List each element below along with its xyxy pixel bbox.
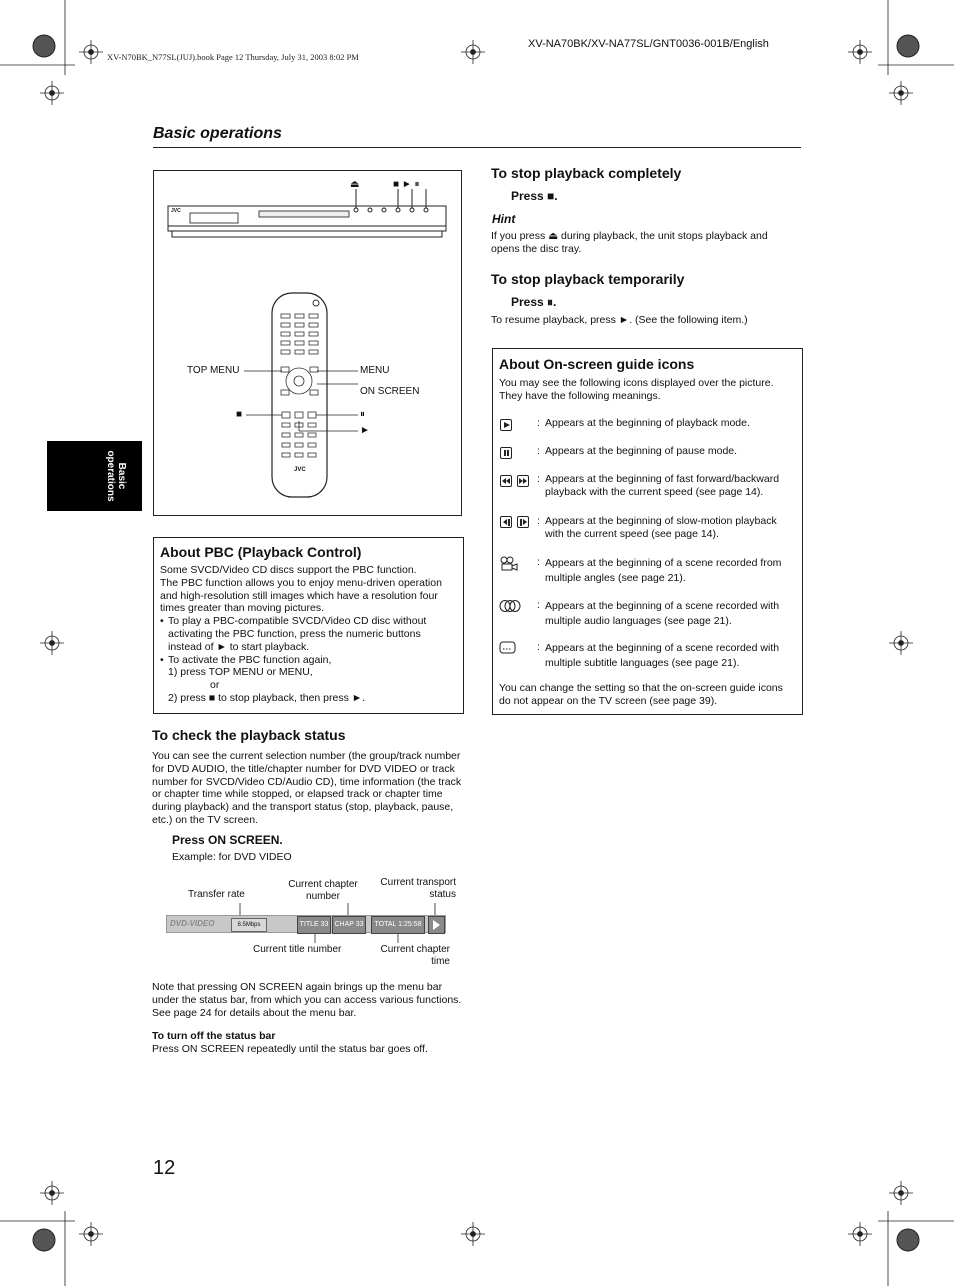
status-chapter-time: TOTAL 1:25:58 <box>371 916 425 934</box>
registration-crosshair <box>40 81 64 105</box>
play-icon <box>500 419 512 431</box>
icon-description: Appears at the beginning of a scene recorded with multiple audio languages (see page 21). <box>545 600 780 627</box>
label-current-title-number: Current title number <box>253 944 342 955</box>
registration-crosshair <box>889 81 913 105</box>
icon-description: Appears at the beginning of a scene recorded from multiple angles (see page 21). <box>545 557 782 584</box>
registration-crosshair <box>40 1181 64 1205</box>
stop-temp-body: To resume playback, press ►. (See the following item.) <box>491 314 748 326</box>
registration-disc <box>897 1229 919 1251</box>
status-chapter-number: CHAP 33 <box>332 916 366 934</box>
registration-crosshair <box>848 1222 872 1246</box>
registration-crosshair <box>889 631 913 655</box>
dvd-player-illustration <box>154 171 461 515</box>
stop-temp-press: Press ⏸. <box>511 295 557 309</box>
label-current-chapter-number: Current chapter number <box>288 879 358 902</box>
hint-body: If you press ⏏ during playback, the unit stops playback and opens the disc tray. <box>491 230 768 255</box>
status-title-number: TITLE 33 <box>297 916 331 934</box>
jvc-logo-player: JVC <box>171 208 181 214</box>
pbc-box <box>153 537 464 714</box>
registration-crosshair <box>79 40 103 64</box>
title-rule <box>153 147 801 148</box>
registration-crosshair <box>848 40 872 64</box>
icon-description: Appears at the beginning of fast forward/backward playback with the current speed (see page 14). <box>545 473 780 498</box>
registration-disc <box>33 1229 55 1251</box>
pause-icon <box>500 447 512 459</box>
status-body: You can see the current selection number (the group/track number for DVD AUDIO, the title/chapter number for DVD VIDEO or track number for SVCD/Video CD/Audio CD), time information (the track or chapter time while stopped, or elapsed track or chapter time during playback) and the transport status (stop, playback, pause, etc.) on the TV screen. <box>152 750 462 826</box>
status-press: Press ON SCREEN. <box>172 833 283 847</box>
pbc-p1: Some SVCD/Video CD discs support the PBC function. <box>160 564 417 576</box>
on-screen-label: ON SCREEN <box>360 386 420 397</box>
registration-crosshair <box>79 1222 103 1246</box>
angle-icon <box>499 556 519 572</box>
pbc-title: About PBC (Playback Control) <box>160 544 362 560</box>
icons-intro: You may see the following icons displayed over the picture. They have the following meanings. <box>499 377 774 402</box>
registration-disc <box>897 35 919 57</box>
registration-crosshair <box>40 631 64 655</box>
icon-description: Appears at the beginning of playback mode. <box>545 417 750 429</box>
label-current-chapter-time: Current chapter time <box>380 944 450 967</box>
page-title: Basic operations <box>153 125 282 142</box>
page-number: 12 <box>153 1157 176 1179</box>
stop-complete-press: Press ■. <box>511 189 558 203</box>
icons-title: About On-screen guide icons <box>499 356 695 372</box>
figure-box <box>153 170 462 516</box>
slow-backward-icon <box>500 516 512 528</box>
registration-crosshair <box>461 1222 485 1246</box>
status-rate: 8.5Mbps <box>231 918 267 932</box>
registration-disc <box>33 35 55 57</box>
stop-complete-title: To stop playback completely <box>491 165 682 181</box>
eject-label: ⏏ <box>350 179 360 190</box>
book-info-line: XV-N70BK_N77SL(JUJ).book Page 12 Thursday, July 31, 2003 8:02 PM <box>107 52 359 62</box>
icon-colon: : <box>537 556 540 568</box>
icon-description: Appears at the beginning of slow-motion playback with the current speed (see page 14). <box>545 515 777 540</box>
pbc-step-1: 1) press TOP MENU or MENU, <box>168 666 313 679</box>
icons-footer: You can change the setting so that the on-screen guide icons do not appear on the TV screen (see page 39). <box>499 682 783 707</box>
registration-crosshair <box>461 40 485 64</box>
status-title: To check the playback status <box>152 727 346 743</box>
turnoff-title: To turn off the status bar <box>152 1030 276 1042</box>
menu-label: MENU <box>360 365 390 376</box>
status-play-icon <box>428 916 445 934</box>
pbc-or: or <box>210 679 220 692</box>
status-example: Example: for DVD VIDEO <box>172 851 292 863</box>
icon-colon: : <box>537 445 540 457</box>
label-current-transport-status: Current transport status <box>380 877 456 900</box>
subtitle-icon <box>499 641 517 655</box>
side-tab-label: Basic operations <box>105 450 127 502</box>
label-transfer-rate: Transfer rate <box>188 889 245 900</box>
registration-crosshair <box>889 1181 913 1205</box>
side-tab <box>47 441 142 511</box>
icon-colon: : <box>537 641 540 653</box>
hint-title: Hint <box>492 212 516 226</box>
top-menu-label: TOP MENU <box>187 365 240 376</box>
icon-colon: : <box>537 599 540 611</box>
pbc-step-2: 2) press ■ to stop playback, then press ►. <box>168 691 366 704</box>
audio-icon <box>499 599 521 613</box>
status-note: Note that pressing ON SCREEN again brings up the menu bar under the status bar, from which you can access various functions. See page 24 for details about the menu bar. <box>152 981 462 1019</box>
icon-description: Appears at the beginning of pause mode. <box>545 445 738 457</box>
icon-colon: : <box>537 473 540 485</box>
status-disc: DVD-VIDEO <box>170 919 215 928</box>
fast-forward-icon <box>517 475 529 487</box>
turnoff-body: Press ON SCREEN repeatedly until the status bar goes off. <box>152 1043 428 1055</box>
fast-backward-icon <box>500 475 512 487</box>
pbc-p2: The PBC function allows you to enjoy menu-driven operation and high-resolution still images which have a resolution four times greater than moving pictures. <box>160 576 442 615</box>
icon-colon: : <box>537 515 540 527</box>
stop-label: ■ <box>236 409 243 420</box>
stop-temp-title: To stop playback temporarily <box>491 271 685 287</box>
pause-label: ⏸ <box>360 409 365 420</box>
jvc-logo-remote: JVC <box>294 467 306 473</box>
pbc-bullet-1: • To play a PBC-compatible SVCD/Video CD disc without activating the PBC function, press the numeric buttons instead of ► to start playback. <box>160 615 457 653</box>
icon-description: Appears at the beginning of a scene recorded with multiple subtitle languages (see page 21). <box>545 642 780 669</box>
icon-colon: : <box>537 417 540 429</box>
icons-box <box>492 348 803 715</box>
play-label: ► <box>360 425 370 436</box>
pbc-bullet-2: • To activate the PBC function again, <box>160 654 457 667</box>
model-number: XV-NA70BK/XV-NA77SL/GNT0036-001B/English <box>528 38 769 50</box>
stop-play-pause-label: ■ ► ⏸ <box>393 179 420 190</box>
slow-forward-icon <box>517 516 529 528</box>
